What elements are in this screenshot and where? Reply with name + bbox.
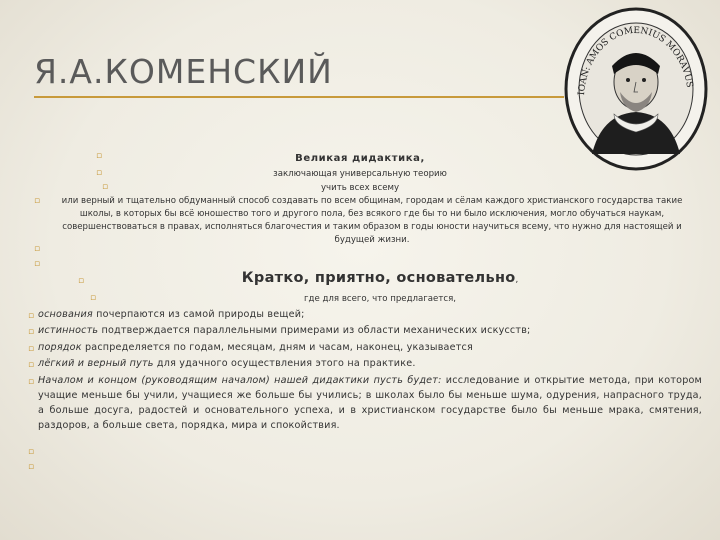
bullet-icon: ▫ xyxy=(96,151,103,161)
briefly-tail: , xyxy=(515,275,519,285)
easy-path-text: для удачного осуществления этого на практике. xyxy=(153,358,416,369)
bullet-icon: ▫ xyxy=(34,259,41,269)
line-universal-theory: заключающая универсальную теорию xyxy=(273,169,447,179)
bullet-icon: ▫ xyxy=(78,276,85,286)
term-order: порядок xyxy=(38,342,82,353)
line-foundations xyxy=(38,307,702,322)
bullet-icon: ▫ xyxy=(28,311,35,321)
bullet-icon: ▫ xyxy=(28,327,35,337)
bullet-icon: ▫ xyxy=(28,447,35,457)
line-truth xyxy=(38,323,702,338)
term-easy-path: лёгкий и верный путь xyxy=(38,358,154,369)
term-beginning-end: Началом и концом (руководящим началом) нашей дидактики пусть будет: xyxy=(38,375,442,386)
bullet-icon: ▫ xyxy=(96,168,103,178)
term-foundations: основания xyxy=(38,309,93,320)
bullet-icon: ▫ xyxy=(28,344,35,354)
line-teach-all: учить всех всему xyxy=(320,183,400,193)
bullet-icon: ▫ xyxy=(28,360,35,370)
bullet-icon: ▫ xyxy=(90,293,97,303)
line-easy-path xyxy=(38,356,702,371)
order-text: распределяется по годам, месяцам, дням и часам, наконец, указывается xyxy=(81,342,473,353)
line-where-for-all: где для всего, что предлагается, xyxy=(304,294,456,304)
bullet-icon: ▫ xyxy=(28,377,35,387)
briefly-heading: Кратко, приятно, основательно xyxy=(241,270,516,286)
line-method-description: или верный и тщательно обдуманный способ создавать по всем общинам, городам и сёлам каждого христианского государства такие школы, в которых бы всё юношество того и другого пола, без всякого где бы то ни было исключения, могло обучаться наукам, совершенствоваться в правах, исполняться благочестия и таким образом в годы юности научиться всему, что нужно для настоящей и будущей жизни. xyxy=(61,196,683,245)
foundations-text: почерпаются из самой природы вещей; xyxy=(92,309,305,320)
comenius-portrait xyxy=(562,4,710,174)
line-order xyxy=(38,340,702,355)
title-rule xyxy=(34,96,564,98)
bullet-icon: ▫ xyxy=(102,182,109,192)
beginning-end-text: исследование и открытие метода, при котором учащие меньше бы учили, учащиеся же больше бы учились; в школах было бы меньше шума, одурения, напрасного труда, а больше досуга, радостей и основательного успеха, и в христианском государстве было бы меньше мрака, смятения, раздоров, а больше света, порядка, мира и спокойствия. xyxy=(38,375,702,431)
line-beginning-end xyxy=(38,373,702,433)
portrait-caption: IOAN: AMOS COMENIUS MORAVUS xyxy=(577,25,695,96)
bullet-icon: ▫ xyxy=(34,244,41,254)
line-briefly xyxy=(110,272,650,287)
bullet-icon: ▫ xyxy=(28,462,35,472)
truth-text: подтверждается параллельными примерами из области механических искусств; xyxy=(98,325,531,336)
term-truth: истинность xyxy=(38,325,99,336)
line-great-didactic: Великая дидактика, xyxy=(295,153,425,164)
bullet-icon: ▫ xyxy=(34,196,41,206)
slide-title: Я.А.КОМЕНСКИЙ xyxy=(34,52,333,91)
